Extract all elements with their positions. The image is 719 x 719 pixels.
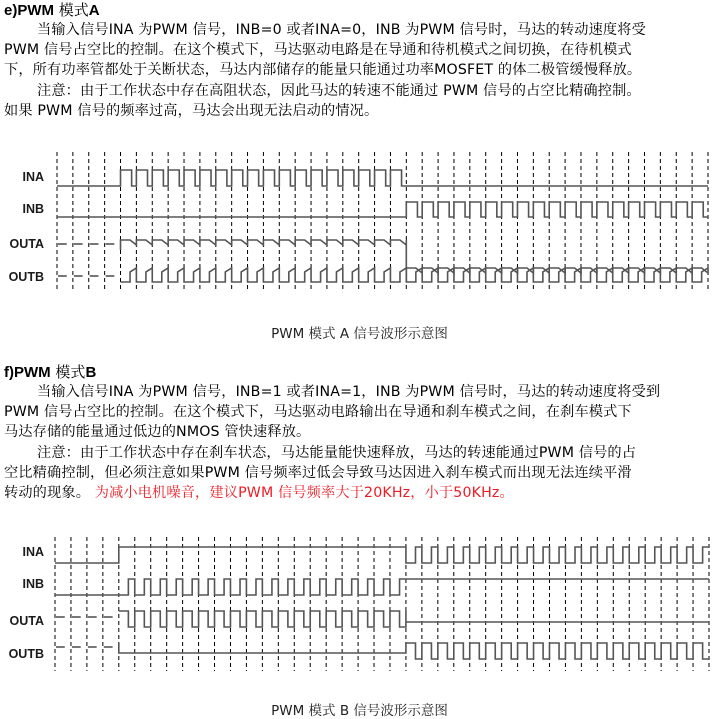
noise-recommendation: 为减小电机噪音，建议PWM 信号频率大于20KHz，小于50KHz。 <box>90 485 514 502</box>
text-line: 当输入信号INA 为PWM 信号，INB=0 或者INA=0，INB 为PWM 信号时，马达的转动速度将受 <box>37 22 646 38</box>
heading-mid: 模式 <box>50 363 86 381</box>
text-line: PWM 信号占空比的控制。在这个模式下，马达驱动电路是在导通和待机模式之间切换，在待机模式 <box>4 42 632 59</box>
signal-label-inb: INB <box>22 577 44 591</box>
section-b-description <box>4 382 716 503</box>
signal-label-outb: OUTB <box>8 647 44 661</box>
heading-suffix: B <box>85 364 97 381</box>
signal-label-ina: INA <box>22 545 44 559</box>
trace-inb <box>55 579 709 595</box>
text-normal: 转动的现象。 <box>4 485 91 502</box>
section-a-heading <box>4 0 100 21</box>
text-line: 注意：由于工作状态中存在高阻状态，因此马达的转速不能通过 PWM 信号的占空比精确控制。 <box>37 82 641 99</box>
heading-prefix: e)PWM <box>4 2 54 19</box>
signal-label-ina: INA <box>22 170 44 184</box>
trace-ina <box>57 170 708 186</box>
text-line: 注意：由于工作状态中存在刹车状态，马达能量能快速释放，马达的转速能通过PWM 信号的占 <box>37 444 637 461</box>
trace-outa <box>119 611 709 627</box>
heading-suffix: A <box>88 2 100 19</box>
trace-ina <box>55 547 709 563</box>
signal-label-outa: OUTA <box>9 614 44 628</box>
caption-b: PWM 模式 B 信号波形示意图 <box>271 703 448 719</box>
trace-outb <box>121 268 407 282</box>
caption-a: PWM 模式 A 信号波形示意图 <box>271 326 448 342</box>
text-line: 马达存储的能量通过低边的NMOS 管快速释放。 <box>4 424 311 441</box>
text-line: PWM 信号占空比的控制。在这个模式下，马达驱动电路输出在导通和刹车模式之间，在刹车模式下 <box>4 404 632 421</box>
waveform-diagram-a <box>0 145 719 295</box>
text-line: 空比精确控制，但必须注意如果PWM 信号频率过低会导致马达因进入刹车模式而出现无法连续平滑 <box>4 464 632 481</box>
signal-label-inb: INB <box>22 202 44 216</box>
trace-outb <box>119 643 709 659</box>
signal-label-outa: OUTA <box>9 237 44 251</box>
heading-prefix: f)PWM <box>4 364 51 381</box>
section-b-heading <box>4 362 96 383</box>
waveform-diagram-b <box>0 535 719 685</box>
section-a-description <box>4 20 716 121</box>
text-line <box>4 483 716 503</box>
signal-label-outb: OUTB <box>8 270 44 284</box>
trace-inb <box>57 202 708 217</box>
text-line: 下，所有功率管都处于关断状态，马达内部储存的能量只能通过功率MOSFET 的体二极管缓慢释放。 <box>4 62 642 79</box>
text-line: 如果 PWM 信号的频率过高，马达会出现无法启动的情况。 <box>4 102 379 119</box>
heading-mid: 模式 <box>54 1 89 19</box>
text-line: 当输入信号INA 为PWM 信号，INB=1 或者INA=1，INB 为PWM 信号时，马达的转动速度将受到 <box>37 384 661 400</box>
